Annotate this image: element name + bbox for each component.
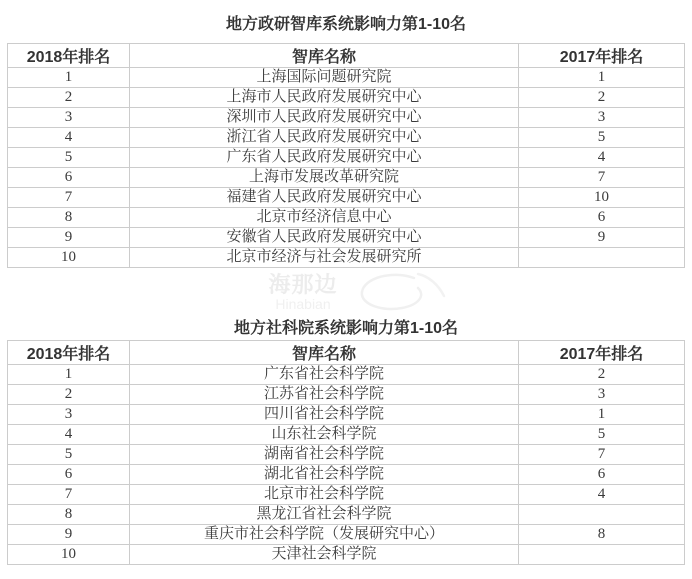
rank-2018-cell: 5 bbox=[8, 445, 130, 465]
rank-2018-cell: 8 bbox=[8, 208, 130, 228]
watermark-text bbox=[262, 274, 344, 312]
header-rank-2017: 2017年排名 bbox=[519, 341, 685, 365]
rank-2017-cell: 3 bbox=[519, 108, 685, 128]
think-tank-name-cell: 山东社会科学院 bbox=[130, 425, 519, 445]
rank-2017-cell: 9 bbox=[519, 228, 685, 248]
think-tank-name-cell: 江苏省社会科学院 bbox=[130, 385, 519, 405]
rank-2018-cell: 1 bbox=[8, 68, 130, 88]
rank-2017-cell: 4 bbox=[519, 148, 685, 168]
table-row bbox=[8, 108, 685, 128]
watermark bbox=[262, 274, 492, 318]
think-tank-name-cell: 广东省社会科学院 bbox=[130, 365, 519, 385]
table-row bbox=[8, 425, 685, 445]
rank-2018-cell: 10 bbox=[8, 545, 130, 565]
think-tank-name-cell: 上海市人民政府发展研究中心 bbox=[130, 88, 519, 108]
table-row bbox=[8, 88, 685, 108]
think-tank-name-cell: 福建省人民政府发展研究中心 bbox=[130, 188, 519, 208]
table-title-social-science: 地方社科院系统影响力第1-10名 bbox=[233, 320, 459, 337]
rank-2018-cell: 8 bbox=[8, 505, 130, 525]
header-think-tank-name: 智库名称 bbox=[130, 44, 519, 68]
think-tank-name-cell: 黑龙江省社会科学院 bbox=[130, 505, 519, 525]
table-row bbox=[8, 68, 685, 88]
rank-2018-cell: 3 bbox=[8, 108, 130, 128]
rank-2018-cell: 4 bbox=[8, 128, 130, 148]
rank-2018-cell: 5 bbox=[8, 148, 130, 168]
think-tank-name-cell: 上海市发展改革研究院 bbox=[130, 168, 519, 188]
table-row bbox=[8, 148, 685, 168]
think-tank-name-cell: 安徽省人民政府发展研究中心 bbox=[130, 228, 519, 248]
rank-2017-cell: 8 bbox=[519, 525, 685, 545]
rank-2018-cell: 2 bbox=[8, 88, 130, 108]
table-row bbox=[8, 465, 685, 485]
rank-2017-cell: 5 bbox=[519, 425, 685, 445]
rank-2017-cell bbox=[519, 505, 685, 525]
rank-2017-cell: 6 bbox=[519, 465, 685, 485]
table-row bbox=[8, 545, 685, 565]
rank-2017-cell: 1 bbox=[519, 405, 685, 425]
table-row bbox=[8, 168, 685, 188]
table-header-row bbox=[8, 44, 685, 68]
rank-2018-cell: 9 bbox=[8, 525, 130, 545]
rank-2017-cell: 4 bbox=[519, 485, 685, 505]
rank-2017-cell bbox=[519, 248, 685, 268]
rank-2017-cell: 5 bbox=[519, 128, 685, 148]
table-row bbox=[8, 248, 685, 268]
gov-research-ranking-table bbox=[7, 43, 685, 268]
think-tank-name-cell: 浙江省人民政府发展研究中心 bbox=[130, 128, 519, 148]
think-tank-name-cell: 湖北省社会科学院 bbox=[130, 465, 519, 485]
header-rank-2017: 2017年排名 bbox=[519, 44, 685, 68]
table-header-row bbox=[8, 341, 685, 365]
rank-2017-cell: 7 bbox=[519, 445, 685, 465]
header-rank-2018: 2018年排名 bbox=[8, 341, 130, 365]
table-row bbox=[8, 445, 685, 465]
social-science-ranking-table bbox=[7, 340, 685, 565]
table-row bbox=[8, 385, 685, 405]
watermark-en-label: Hinabian bbox=[275, 296, 331, 312]
table-row bbox=[8, 405, 685, 425]
table-row bbox=[8, 485, 685, 505]
think-tank-name-cell: 北京市社会科学院 bbox=[130, 485, 519, 505]
think-tank-name-cell: 重庆市社会科学院（发展研究中心） bbox=[130, 525, 519, 545]
rank-2017-cell: 2 bbox=[519, 365, 685, 385]
table-row bbox=[8, 365, 685, 385]
think-tank-name-cell: 北京市经济与社会发展研究所 bbox=[130, 248, 519, 268]
rank-2018-cell: 7 bbox=[8, 188, 130, 208]
rank-2018-cell: 6 bbox=[8, 168, 130, 188]
think-tank-name-cell: 广东省人民政府发展研究中心 bbox=[130, 148, 519, 168]
table-row bbox=[8, 228, 685, 248]
rank-2017-cell: 1 bbox=[519, 68, 685, 88]
rank-2017-cell: 3 bbox=[519, 385, 685, 405]
rank-2018-cell: 7 bbox=[8, 485, 130, 505]
rank-2018-cell: 6 bbox=[8, 465, 130, 485]
rank-2018-cell: 3 bbox=[8, 405, 130, 425]
rank-2018-cell: 9 bbox=[8, 228, 130, 248]
header-rank-2018: 2018年排名 bbox=[8, 44, 130, 68]
table-row bbox=[8, 525, 685, 545]
rank-2017-cell: 7 bbox=[519, 168, 685, 188]
table-row bbox=[8, 188, 685, 208]
table-row bbox=[8, 208, 685, 228]
table-row bbox=[8, 128, 685, 148]
rank-2018-cell: 1 bbox=[8, 365, 130, 385]
rank-2018-cell: 2 bbox=[8, 385, 130, 405]
think-tank-name-cell: 深圳市人民政府发展研究中心 bbox=[130, 108, 519, 128]
rank-2017-cell: 2 bbox=[519, 88, 685, 108]
table-row bbox=[8, 505, 685, 525]
swoosh-icon bbox=[352, 268, 448, 325]
table-title-gov-research: 地方政研智库系统影响力第1-10名 bbox=[225, 16, 467, 33]
think-tank-name-cell: 湖南省社会科学院 bbox=[130, 445, 519, 465]
rank-2018-cell: 4 bbox=[8, 425, 130, 445]
rank-2017-cell bbox=[519, 545, 685, 565]
think-tank-name-cell: 天津社会科学院 bbox=[130, 545, 519, 565]
think-tank-name-cell: 四川省社会科学院 bbox=[130, 405, 519, 425]
watermark-cn-label: 海那边 bbox=[268, 272, 338, 297]
rank-2017-cell: 10 bbox=[519, 188, 685, 208]
think-tank-name-cell: 北京市经济信息中心 bbox=[130, 208, 519, 228]
header-think-tank-name: 智库名称 bbox=[130, 341, 519, 365]
think-tank-name-cell: 上海国际问题研究院 bbox=[130, 68, 519, 88]
rank-2018-cell: 10 bbox=[8, 248, 130, 268]
rank-2017-cell: 6 bbox=[519, 208, 685, 228]
